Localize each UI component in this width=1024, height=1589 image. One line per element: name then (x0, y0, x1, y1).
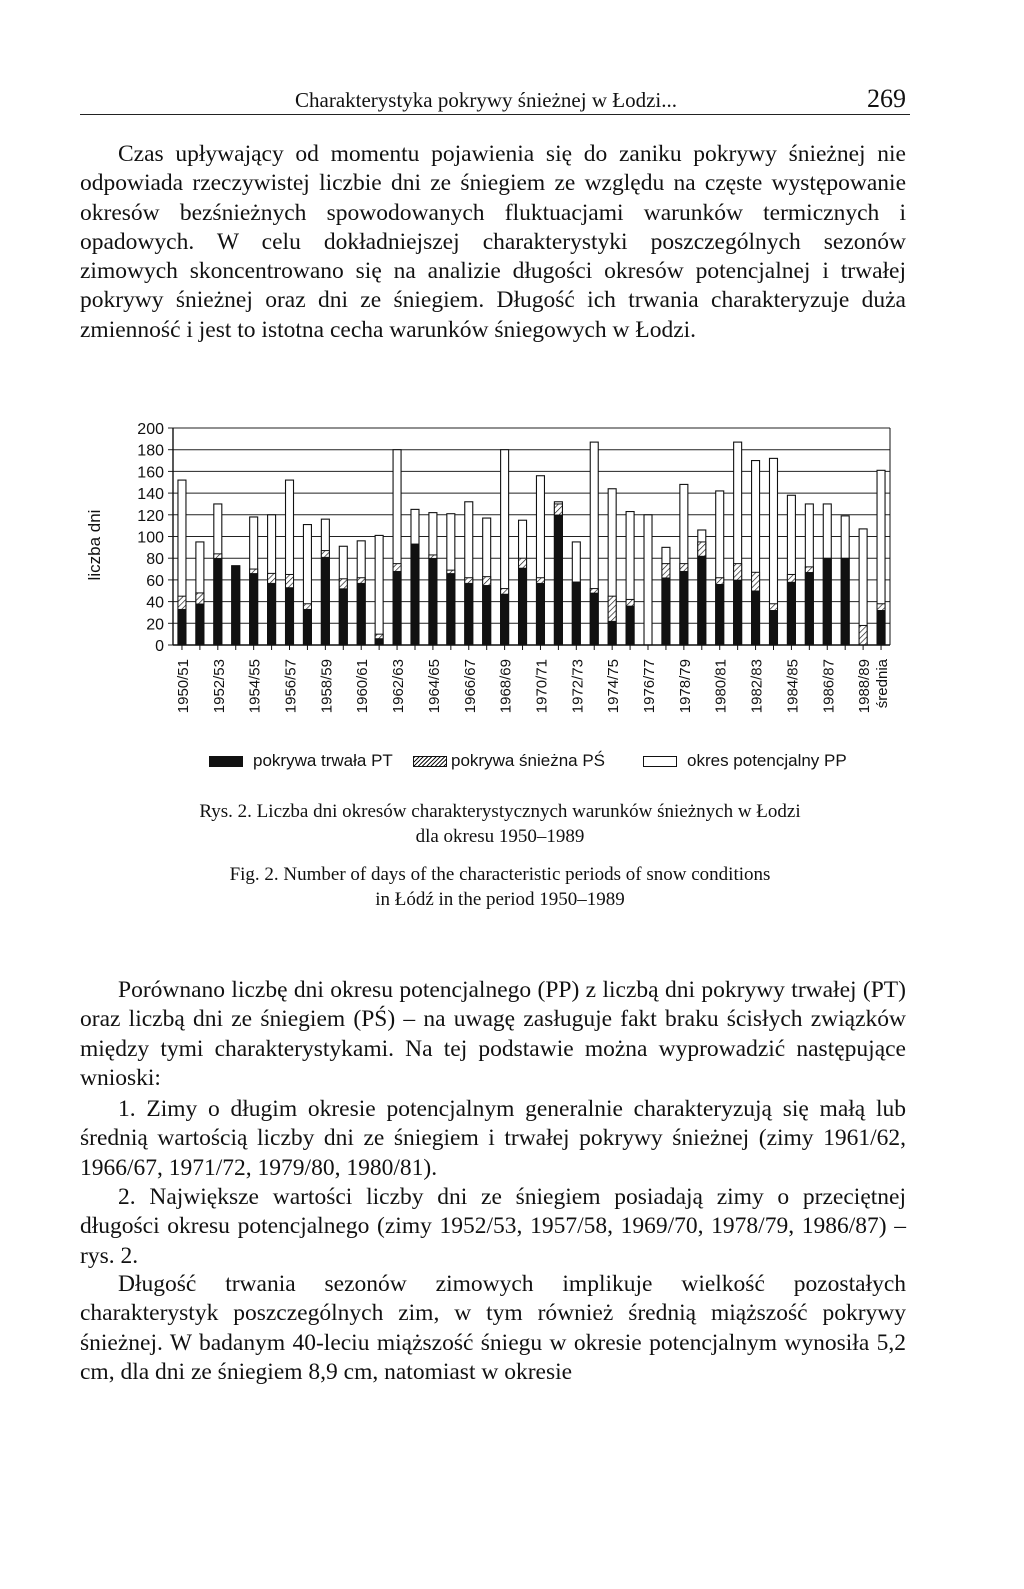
chart-legend (80, 751, 920, 781)
x-tick-label: 1986/87 (820, 659, 838, 714)
bar-pt (465, 583, 473, 645)
bar-pt (877, 610, 885, 645)
bar-pt (608, 621, 616, 645)
x-tick-label: 1962/63 (390, 659, 408, 714)
legend-item-pp (643, 751, 847, 771)
bar-pt (662, 578, 670, 645)
bar-pt (447, 573, 455, 645)
bar-pt (554, 515, 562, 645)
bar-pt (805, 572, 813, 645)
bar-pt (232, 566, 240, 645)
legend-label-pp: okres potencjalny PP (687, 751, 847, 770)
bar-pt (769, 610, 777, 645)
y-tick-label: 120 (137, 507, 164, 525)
legend-item-ps (413, 751, 605, 771)
bar-pt (752, 591, 760, 645)
bar-pt (698, 556, 706, 645)
bar-pt (250, 573, 258, 645)
bar-pt (286, 587, 294, 645)
bar-pt (734, 580, 742, 645)
legend-swatch-pt (209, 756, 243, 767)
y-axis-label: liczba dni (85, 509, 104, 581)
bar-pt (268, 583, 276, 645)
paragraph-intro: Czas upływający od momentu pojawienia się do zaniku pokrywy śnieżnej nie odpowiada rzeczywistej liczbie dni ze śniegiem ze względu na częste występowanie okresów bezśnieżnych spowodowanych fluktuacjami warunków termicznych i opadowych. W celu dokładniejszej charakterystyki poszczególnych sezonów zimowych skoncentrowano się na analizie długości okresów potencjalnej i trwałej pokrywy śnieżnej oraz dni ze śniegiem. Długość ich trwania charakteryzuje duża zmienność i jest to istotna cecha warunków śniegowych w Łodzi. (80, 141, 906, 343)
conclusion-2: 2. Największe wartości liczby dni ze śniegiem posiadają zimy o przeciętnej długości okresu potencjalnego (zimy 1952/53, 1957/58, 1969/70, 1978/79, 1986/87) – rys. 2. (80, 1184, 906, 1269)
y-tick-label: 40 (146, 594, 164, 612)
bar-pt (303, 609, 311, 645)
x-tick-label: 1960/61 (354, 659, 372, 714)
x-tick-label: 1976/77 (641, 659, 659, 714)
bar-pt (375, 638, 383, 645)
x-tick-label: 1984/85 (784, 659, 802, 714)
figure-caption-en (80, 862, 920, 912)
x-tick-label: 1988/89 (856, 659, 874, 714)
y-tick-label: 160 (137, 464, 164, 482)
y-tick-label: 0 (155, 638, 164, 655)
paragraph-comparison: Porównano liczbę dni okresu potencjalnego (PP) z liczbą dni pokrywy trwałej (PT) oraz liczbą dni ze śniegiem (PŚ) – na uwagę zasługuje fakt braku ścisłych związków między tymi charakterystykami. Na tej podstawie można wyprowadzić następujące wnioski: (80, 977, 906, 1091)
running-title: Charakterystyka pokrywy śnieżnej w Łodzi... (295, 88, 677, 112)
bar-pp (644, 515, 652, 645)
bar-pt (196, 604, 204, 645)
bar-pt (590, 593, 598, 645)
caption-en-line-1: Fig. 2. Number of days of the characteristic periods of snow conditions (229, 864, 771, 885)
bar-pt (716, 584, 724, 645)
x-tick-label: 1964/65 (425, 659, 443, 714)
bar-pp (375, 535, 383, 645)
bar-pt (339, 589, 347, 645)
legend-label-pt: pokrywa trwała PT (253, 751, 393, 770)
legend-swatch-pp (643, 756, 677, 767)
bar-pt (357, 583, 365, 645)
bar-pt (787, 582, 795, 645)
paragraph-duration: Długość trwania sezonów zimowych implikuje wielkość pozostałych charakterystyk poszczególnych zim, w tym również średnią miąższość pokrywy śnieżnej. W badanym 40-leciu miąższość śniegu w okresie potencjalnym wynosiła 5,2 cm, dla dni ze śniegiem 8,9 cm, natomiast w okresie (80, 1271, 906, 1385)
page-number: 269 (867, 84, 906, 113)
bar-pt (178, 609, 186, 645)
x-tick-label: 1956/57 (282, 659, 300, 714)
x-tick-label: 1980/81 (712, 659, 730, 714)
x-tick-label: 1950/51 (174, 659, 192, 714)
y-tick-label: 20 (146, 616, 164, 634)
x-tick-label: 1966/67 (461, 659, 479, 714)
legend-swatch-ps (413, 756, 447, 767)
legend-item-pt (209, 751, 393, 771)
caption-pl-line-1: Rys. 2. Liczba dni okresów charakterystycznych warunków śnieżnych w Łodzi (199, 801, 801, 822)
caption-en-line-2: in Łódź in the period 1950–1989 (375, 889, 625, 910)
x-tick-label: 1952/53 (210, 659, 228, 714)
page-header (80, 82, 910, 115)
x-tick-label: średnia (874, 659, 892, 709)
legend-label-ps: pokrywa śnieżna PŚ (451, 751, 606, 770)
bar-pt (501, 594, 509, 645)
bar-pt (393, 571, 401, 645)
y-tick-label: 80 (146, 551, 164, 569)
y-tick-label: 140 (137, 486, 164, 504)
bar-pt (321, 557, 329, 645)
conclusion-1: 1. Zimy o długim okresie potencjalnym generalnie charakteryzują się małą lub średnią wartością liczby dni ze śniegiem i trwałej pokrywy śnieżnej (zimy 1961/62, 1966/67, 1971/72, 1979/80, 1980/81). (80, 1096, 906, 1181)
figure-2-chart (80, 405, 920, 775)
bar-chart (80, 405, 920, 775)
x-tick-label: 1954/55 (246, 659, 264, 714)
caption-pl-line-2: dla okresu 1950–1989 (415, 826, 585, 847)
bar-pt (536, 583, 544, 645)
y-tick-label: 180 (137, 442, 164, 460)
x-tick-label: 1972/73 (569, 659, 587, 714)
x-tick-label: 1970/71 (533, 659, 551, 714)
bar-pt (680, 571, 688, 645)
bar-pt (519, 568, 527, 645)
bar-pt (572, 582, 580, 645)
bar-pt (214, 558, 222, 645)
bar-pt (429, 558, 437, 645)
bar-pt (626, 606, 634, 645)
y-tick-label: 60 (146, 572, 164, 590)
x-tick-label: 1978/79 (676, 659, 694, 714)
bar-ps (859, 625, 867, 645)
bar-pt (411, 544, 419, 645)
bar-pt (483, 585, 491, 645)
bar-pt (841, 558, 849, 645)
y-tick-label: 100 (137, 529, 164, 547)
bar-pt (823, 558, 831, 645)
x-tick-label: 1958/59 (318, 659, 336, 714)
x-tick-label: 1968/69 (497, 659, 515, 714)
x-tick-label: 1974/75 (605, 659, 623, 714)
x-tick-label: 1982/83 (748, 659, 766, 714)
y-tick-label: 200 (137, 421, 164, 438)
figure-caption-pl (80, 799, 920, 849)
